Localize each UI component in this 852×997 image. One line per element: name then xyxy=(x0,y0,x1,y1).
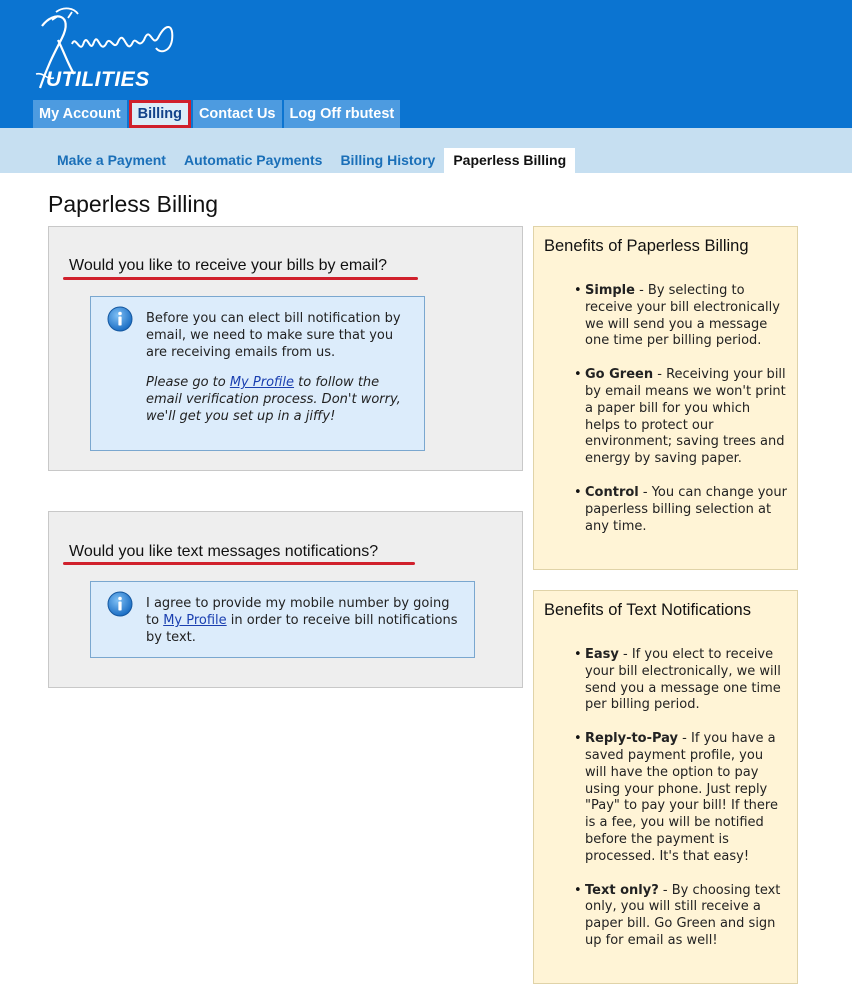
subtab-make-a-payment[interactable]: Make a Payment xyxy=(57,152,166,168)
tab-log-off[interactable]: Log Off rbutest xyxy=(284,100,401,128)
main-nav xyxy=(33,100,402,128)
benefits-paperless-list xyxy=(585,283,787,552)
text-info-text xyxy=(146,595,462,659)
benefits-paperless-panel xyxy=(533,226,798,570)
my-profile-link[interactable]: My Profile xyxy=(163,613,227,628)
logo-wordmark: UTILITIES xyxy=(46,68,150,91)
email-info-line2: Please go to My Profile to follow the email verification process. Don't worry, we'll get you set up in a jiffy! xyxy=(146,375,401,424)
subtab-paperless-billing[interactable]: Paperless Billing xyxy=(444,148,575,173)
subtab-billing-history[interactable]: Billing History xyxy=(340,152,436,168)
list-item: • Go Green - Receiving your bill by email means we won't print a paper bill for you which helps to protect our environment; saving trees and energy by saving paper. xyxy=(585,367,787,468)
text-info-box xyxy=(90,581,475,658)
text-question-underline xyxy=(63,562,415,565)
subtab-automatic-payments[interactable]: Automatic Payments xyxy=(183,152,323,168)
sub-nav xyxy=(48,148,575,173)
page-title: Paperless Billing xyxy=(48,191,219,217)
text-info-line: I agree to provide my mobile number by going to My Profile in order to receive bill notifications by text. xyxy=(146,596,458,645)
email-question: Would you like to receive your bills by email? xyxy=(69,257,388,274)
list-item: • Easy - If you elect to receive your bill electronically, we will send you a message one time per billing period. xyxy=(585,647,787,714)
benefits-text-list xyxy=(585,647,787,967)
benefits-text-title: Benefits of Text Notifications xyxy=(544,601,751,619)
list-item: • Reply-to-Pay - If you have a saved payment profile, you will have the option to pay using your phone. Just reply "Pay" to pay your bill! If there is a fee, you will be notified before the payment is processed. It's that easy! xyxy=(585,731,787,865)
tab-contact-us[interactable]: Contact Us xyxy=(193,100,282,128)
tab-my-account[interactable]: My Account xyxy=(33,100,127,128)
text-question: Would you like text messages notifications? xyxy=(69,543,379,560)
email-panel xyxy=(48,226,523,471)
info-icon xyxy=(107,591,133,617)
tab-billing[interactable]: Billing xyxy=(129,100,191,128)
info-icon xyxy=(107,306,133,332)
text-panel xyxy=(48,511,523,688)
email-question-underline xyxy=(63,277,418,280)
list-item: • Text only? - By choosing text only, you will still receive a paper bill. Go Green and sign up for email as well! xyxy=(585,883,787,950)
my-profile-link[interactable]: My Profile xyxy=(229,375,295,390)
benefits-paperless-title: Benefits of Paperless Billing xyxy=(544,237,749,255)
benefits-text-panel xyxy=(533,590,798,984)
list-item: • Simple - By selecting to receive your bill electronically we will send you a message one time per billing period. xyxy=(585,283,787,350)
email-info-line1: Before you can elect bill notification by email, we need to make sure that you are receiving emails from us. xyxy=(146,311,401,360)
email-info-text xyxy=(146,310,412,438)
list-item: • Control - You can change your paperless billing selection at any time. xyxy=(585,485,787,535)
email-info-box xyxy=(90,296,425,451)
